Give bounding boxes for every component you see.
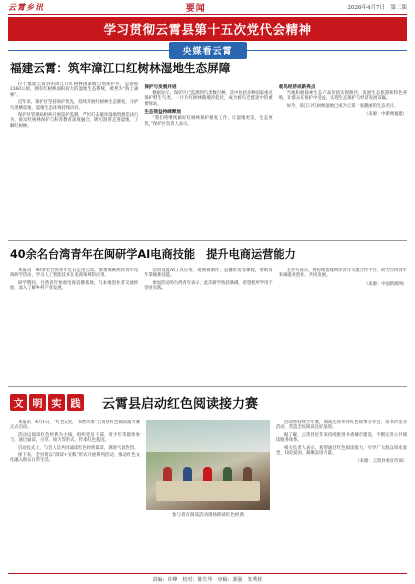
- story1-col-3: [279, 82, 407, 230]
- publication-info: 2026年4月7日 第二版: [347, 5, 407, 11]
- story3-para: 活动以阅读红色经典为主线，组织党员干部、青少年等群体参与，通过诵读、分享、接力等形式，传承红色基因。: [10, 432, 140, 444]
- story1-para: 当地积极探索生态产品价值实现路径，发展生态旅游和特色养殖，让群众在保护中受益，实现生态保护与经济发展双赢。: [278, 91, 407, 102]
- culture-tag-char: 明: [29, 394, 46, 411]
- story3-right-body: [276, 420, 407, 570]
- special-badge: 央媒看云霄: [168, 42, 246, 59]
- culture-tag-char: 践: [67, 394, 84, 411]
- story1-subhead: 观鸟经济成新亮点: [278, 85, 316, 90]
- story2-body: [10, 268, 407, 380]
- story2-para: 活动设置AI工具应用、短视频制作、直播带货等课程，帮助青年掌握新技能。: [144, 268, 273, 279]
- story2-col-2: [144, 268, 272, 380]
- story3-para: 活动将持续至年底，期间还将举办红色故事分享会、读书沙龙等活动，营造全民阅读良好氛围。: [276, 420, 407, 431]
- story2-col-3: [279, 268, 407, 380]
- story2-headline: 40余名台湾青年在闽研学AI电商技能 提升电商运营能力: [10, 248, 296, 261]
- story1-para: 保护区管理局组织开展巡护监测，严厉打击破坏湿地资源违法行为，推动红树林保护与科普教育深度融合，吸引游客走进湿地、了解红树林。: [10, 113, 139, 129]
- story1-body: [10, 82, 407, 230]
- news-photo: [146, 420, 270, 510]
- story1-col-2: [144, 82, 272, 230]
- footer-text: 责编：许峰 校对：陈生华 审稿：郭强 朱秀桂: [152, 576, 263, 583]
- story1-para: “我们将继续做好红树林保护修复工作，让湿地更美、生态更优。”保护区负责人表示。: [144, 116, 273, 127]
- story1-subhead: 生态效益持续释放: [144, 110, 182, 116]
- story3-col-right: [276, 420, 407, 570]
- story2-para: 本报讯 40余名台湾青年近日走进云霄，参加海峡两岸青年电商研学活动，学习人工智能技术在电商领域的应用。: [10, 268, 139, 279]
- story3-para: 相关负责人表示，希望通过红色阅读接力，引导广大群众知史爱党、知史爱国，凝聚奋进力量。: [276, 445, 407, 457]
- banner-text: 学习贯彻云霄县第十五次党代会精神: [103, 22, 312, 37]
- story1-para: 数据显示，保护区已监测到鸟类数百种，其中包括多种国家重点保护野生鸟类。一片片红树林随潮汐起伏，成为候鸟迁徙途中的重要驿站。: [144, 91, 273, 107]
- story3-left-body: [10, 420, 140, 570]
- story2-col-1: [10, 268, 138, 380]
- brand-logo: 云霄乡讯: [8, 1, 44, 12]
- story1-para: 如今，漳江口红树林湿地已成为云霄一张靓丽的生态名片。: [286, 103, 399, 109]
- masthead: [8, 0, 407, 15]
- section-title: 要闻: [185, 3, 206, 14]
- story2-para: 主办方表示，将持续搭建两岸青年交流合作平台，助力台湾青年来闽就业创业、共同发展。: [278, 268, 407, 279]
- story3-col-left: [10, 420, 140, 570]
- story2-para: 研学期间，台湾青年参观电商直播基地，与本地创业者交流经验，深入了解乡村产业发展。: [10, 280, 139, 292]
- photo-background: [146, 420, 270, 452]
- culture-tag-char: 文: [10, 394, 27, 411]
- theme-banner: [8, 17, 407, 41]
- story3-para: 据了解，云霄县近年来持续推进书香城市建设，不断完善公共阅读服务体系。: [276, 432, 407, 444]
- story1-headline: 福建云霄：筑牢漳江口红树林湿地生态屏障: [10, 61, 231, 75]
- story1-col-1: [10, 82, 138, 230]
- story1-subhead: 保护与发展并进: [144, 85, 177, 90]
- story1-para: 位于福建云霄县的漳江口红树林国家级自然保护区，总面积2360公顷，拥有红树林面积较大的湿地生态系统，被誉为“海上森林”。: [10, 82, 139, 98]
- story2-credit: （来源：中国新闻网）: [364, 281, 407, 287]
- culture-tag-char: 实: [48, 394, 65, 411]
- story3-headline: 云霄县启动红色阅读接力赛: [102, 397, 259, 412]
- photo-table: [156, 481, 260, 501]
- story3-para: 启动仪式上，与会人员共同诵读红色经典篇章，现场气氛热烈。: [18, 445, 139, 451]
- special-badge-row: [8, 42, 407, 58]
- story3-credit: （来源：云霄县委宣传部）: [355, 459, 407, 465]
- footer-credits: [8, 573, 407, 584]
- story1-para: 近年来，保护区坚持保护优先，持续开展红树林生态修复，守护鸟类栖息地，湿地生态环境持续向好。: [10, 100, 139, 111]
- section-divider: [8, 240, 407, 241]
- section-divider: [8, 386, 407, 387]
- story1-credit: （来源：中新网福建）: [364, 112, 407, 118]
- culture-tag: [10, 394, 84, 411]
- story2-para: 参加活动的台湾青年表示，此次研学收获满满，希望把所学用于创业实践。: [144, 280, 273, 292]
- story3-para: 本报讯 4月1日，“红色记忆 书香传承”云霄县红色阅读接力赛正式启动。: [10, 420, 140, 431]
- photo-caption: 参与者在阅读活动现场朗读红色经典: [172, 513, 244, 518]
- story3-para: 接下来，全县将以“阅读+实践”形式开展系列活动，推动红色文化融入群众日常生活。: [10, 453, 140, 464]
